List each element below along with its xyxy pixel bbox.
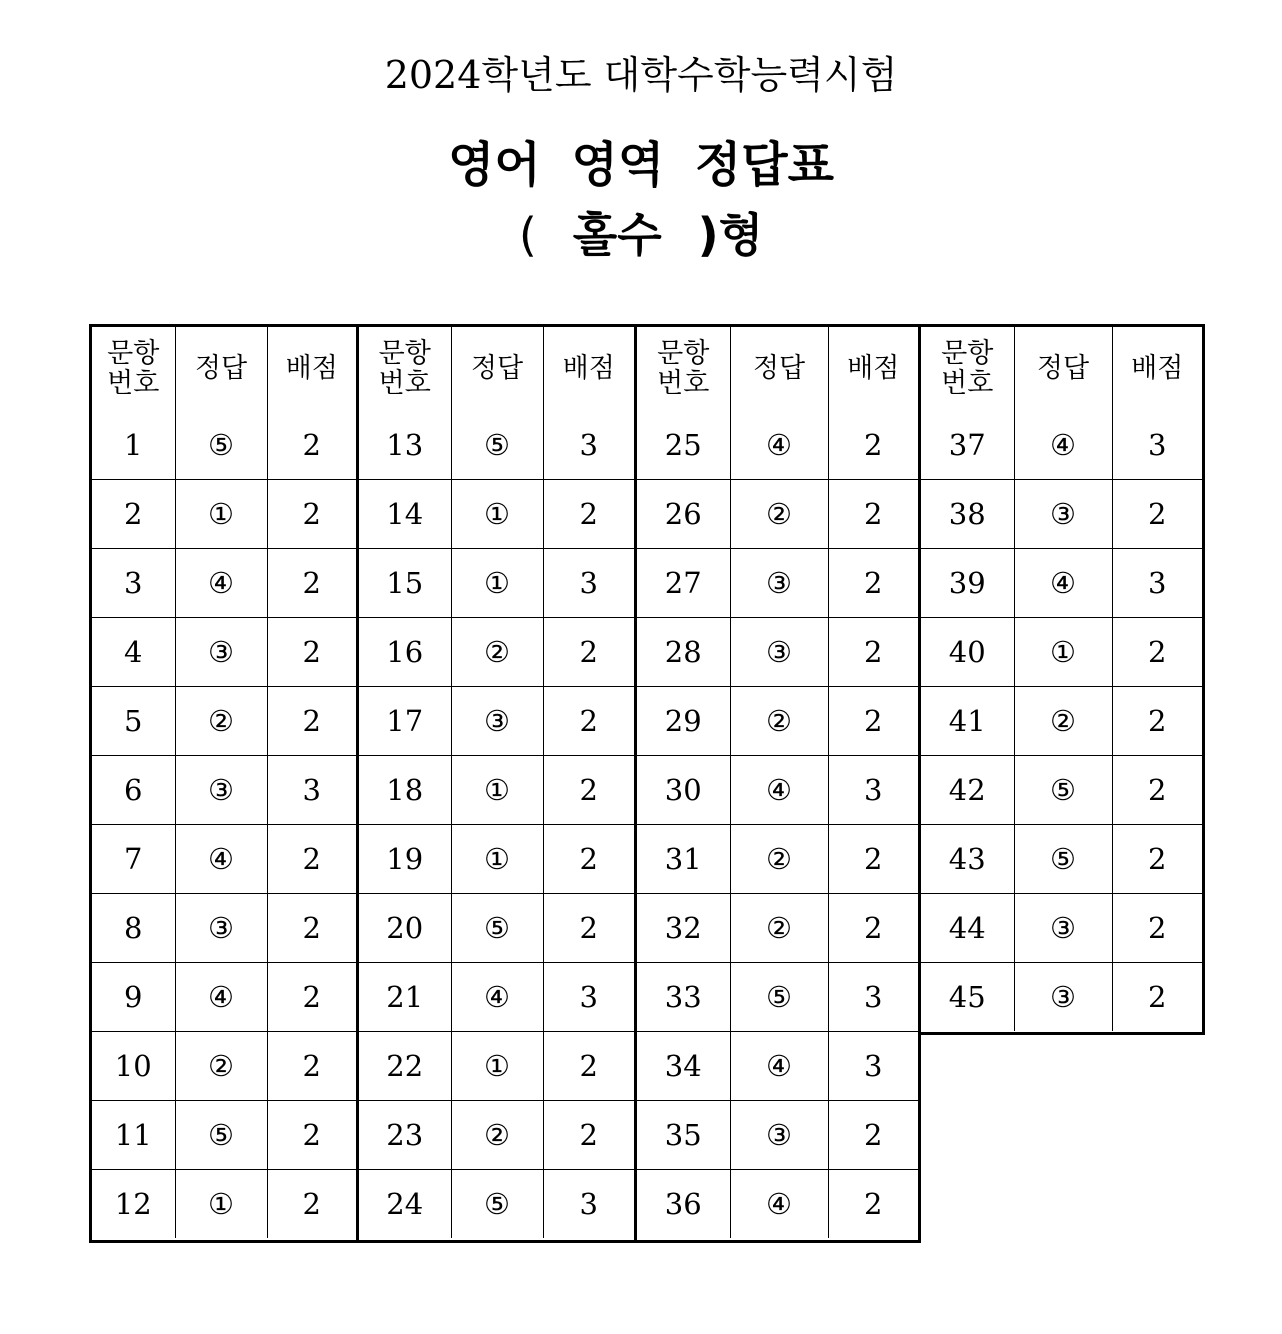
table-row <box>921 963 1202 1032</box>
question-number: 1 <box>124 428 143 462</box>
table-row <box>637 1101 918 1170</box>
point-value: 2 <box>543 825 634 894</box>
question-number: 43 <box>921 825 1014 894</box>
question-number: 44 <box>921 894 1014 963</box>
table-row <box>359 687 634 756</box>
point-value: 3 <box>1112 411 1202 480</box>
point-value: 2 <box>828 618 918 687</box>
table-row <box>359 1032 634 1101</box>
answer-block-2 <box>356 324 637 1243</box>
answer-sheet-title: 영어 영역 정답표 <box>448 137 834 193</box>
question-number: 32 <box>637 894 730 963</box>
correct-answer: ① <box>451 549 543 618</box>
question-number: 4 <box>92 618 175 687</box>
exam-title: 2024학년도 대학수학능력시험 <box>384 53 898 97</box>
point-value: 2 <box>267 1170 356 1239</box>
point-value: 2 <box>267 549 356 618</box>
correct-answer: ③ <box>730 1101 828 1170</box>
point-value: 3 <box>1112 549 1202 618</box>
correct-answer: ⑤ <box>451 1170 543 1239</box>
point-value: 2 <box>828 825 918 894</box>
type-close-suffix: )형 <box>697 208 764 262</box>
table-row <box>92 963 356 1032</box>
question-number: 23 <box>359 1101 451 1170</box>
point-value: 2 <box>543 687 634 756</box>
table-row <box>359 756 634 825</box>
question-number: 28 <box>637 618 730 687</box>
correct-answer: ② <box>1014 687 1112 756</box>
correct-answer: ⑤ <box>175 1101 267 1170</box>
point-value: 2 <box>543 618 634 687</box>
correct-answer: ① <box>451 825 543 894</box>
exam-type-name: 홀수 <box>572 208 662 262</box>
point-value: 3 <box>267 756 356 825</box>
point-value: 2 <box>1112 618 1202 687</box>
correct-answer: ② <box>730 894 828 963</box>
correct-answer: ④ <box>1014 549 1112 618</box>
table-row <box>921 687 1202 756</box>
point-value: 3 <box>543 1170 634 1239</box>
question-number: 13 <box>386 428 424 462</box>
type-open-paren: ( <box>518 208 537 262</box>
col-header-answer: 정답 <box>451 327 543 411</box>
question-number: 7 <box>92 825 175 894</box>
point-value: 2 <box>828 894 918 963</box>
correct-answer: ⑤ <box>175 411 267 480</box>
point-value: 2 <box>267 687 356 756</box>
header-row <box>92 327 356 411</box>
answer-block-4 <box>918 324 1205 1035</box>
point-value: 2 <box>267 480 356 549</box>
correct-answer: ④ <box>730 411 828 480</box>
question-number: 3 <box>92 549 175 618</box>
question-number: 33 <box>637 963 730 1032</box>
point-value: 3 <box>828 963 918 1032</box>
point-value: 2 <box>267 894 356 963</box>
table-row <box>637 756 918 825</box>
correct-answer: ① <box>451 756 543 825</box>
col-header-number-line2: 번호 <box>107 368 160 399</box>
col-header-number-line1: 문항 <box>378 338 431 369</box>
correct-answer: ② <box>730 825 828 894</box>
col-header-number-line2: 번호 <box>657 368 710 399</box>
table-row <box>92 1170 356 1239</box>
correct-answer: ④ <box>730 1170 828 1239</box>
question-number: 6 <box>92 756 175 825</box>
point-value: 2 <box>267 411 356 480</box>
point-value: 2 <box>1112 894 1202 963</box>
question-number: 20 <box>359 894 451 963</box>
correct-answer: ⑤ <box>730 963 828 1032</box>
answer-block-3 <box>634 324 921 1243</box>
question-number: 39 <box>921 549 1014 618</box>
col-header-number-line1: 문항 <box>657 338 710 369</box>
table-row <box>921 549 1202 618</box>
table-row <box>92 1101 356 1170</box>
table-row <box>637 549 918 618</box>
correct-answer: ③ <box>730 618 828 687</box>
question-number: 18 <box>359 756 451 825</box>
question-number: 41 <box>921 687 1014 756</box>
correct-answer: ① <box>451 480 543 549</box>
answer-table <box>637 327 918 1238</box>
question-number: 27 <box>637 549 730 618</box>
point-value: 3 <box>543 549 634 618</box>
table-row <box>637 687 918 756</box>
correct-answer: ① <box>1014 618 1112 687</box>
header-row <box>921 327 1202 411</box>
table-row <box>921 825 1202 894</box>
table-row <box>359 411 634 480</box>
answer-table <box>92 327 356 1238</box>
table-row <box>359 963 634 1032</box>
col-header-number-line1: 문항 <box>107 338 160 369</box>
correct-answer: ② <box>175 687 267 756</box>
question-number: 9 <box>92 963 175 1032</box>
col-header-answer: 정답 <box>175 327 267 411</box>
correct-answer: ④ <box>175 825 267 894</box>
correct-answer: ① <box>451 1032 543 1101</box>
question-number: 35 <box>637 1101 730 1170</box>
col-header-points: 배점 <box>828 327 918 411</box>
col-header-number <box>359 327 451 411</box>
point-value: 2 <box>828 549 918 618</box>
col-header-answer: 정답 <box>1014 327 1112 411</box>
table-row <box>637 480 918 549</box>
table-row <box>92 687 356 756</box>
correct-answer: ③ <box>730 549 828 618</box>
question-number: 29 <box>637 687 730 756</box>
table-row <box>92 618 356 687</box>
correct-answer: ① <box>175 1170 267 1239</box>
answer-table <box>359 327 634 1238</box>
table-row <box>92 825 356 894</box>
question-number: 16 <box>359 618 451 687</box>
point-value: 2 <box>828 1101 918 1170</box>
correct-answer: ④ <box>730 1032 828 1101</box>
table-row <box>92 756 356 825</box>
correct-answer: ⑤ <box>451 894 543 963</box>
correct-answer: ③ <box>451 687 543 756</box>
table-row <box>359 894 634 963</box>
header-row <box>359 327 634 411</box>
col-header-number-line1: 문항 <box>941 338 994 369</box>
table-row <box>359 825 634 894</box>
table-row <box>359 549 634 618</box>
table-row <box>92 480 356 549</box>
table-row <box>921 756 1202 825</box>
question-number: 37 <box>948 428 986 462</box>
table-row <box>637 618 918 687</box>
question-number: 17 <box>359 687 451 756</box>
answer-block-1 <box>89 324 359 1243</box>
question-number: 40 <box>921 618 1014 687</box>
table-row <box>921 480 1202 549</box>
table-row <box>359 1170 634 1239</box>
header-row <box>637 327 918 411</box>
point-value: 2 <box>267 1101 356 1170</box>
correct-answer: ③ <box>175 894 267 963</box>
correct-answer: ⑤ <box>451 411 543 480</box>
question-number: 38 <box>921 480 1014 549</box>
point-value: 2 <box>1112 756 1202 825</box>
question-number: 26 <box>637 480 730 549</box>
exam-type-line <box>0 204 1282 266</box>
question-number: 15 <box>359 549 451 618</box>
question-number: 31 <box>637 825 730 894</box>
correct-answer: ③ <box>1014 480 1112 549</box>
question-number: 10 <box>92 1032 175 1101</box>
col-header-number <box>637 327 730 411</box>
correct-answer: ④ <box>1014 411 1112 480</box>
correct-answer: ① <box>175 480 267 549</box>
table-row <box>637 1032 918 1101</box>
point-value: 2 <box>1112 480 1202 549</box>
question-number: 42 <box>921 756 1014 825</box>
col-header-points: 배점 <box>267 327 356 411</box>
question-number: 21 <box>359 963 451 1032</box>
question-number: 22 <box>359 1032 451 1101</box>
col-header-number-line2: 번호 <box>378 368 431 399</box>
point-value: 2 <box>1112 825 1202 894</box>
question-number: 19 <box>359 825 451 894</box>
question-number: 24 <box>359 1170 451 1239</box>
answer-table <box>921 327 1202 1031</box>
correct-answer: ③ <box>175 756 267 825</box>
point-value: 2 <box>828 411 918 480</box>
table-row <box>359 480 634 549</box>
point-value: 2 <box>1112 687 1202 756</box>
point-value: 3 <box>828 1032 918 1101</box>
correct-answer: ④ <box>730 756 828 825</box>
correct-answer: ⑤ <box>1014 756 1112 825</box>
table-row <box>92 549 356 618</box>
question-number: 34 <box>637 1032 730 1101</box>
table-row <box>637 963 918 1032</box>
question-number: 36 <box>637 1170 730 1239</box>
col-header-points: 배점 <box>543 327 634 411</box>
col-header-points: 배점 <box>1112 327 1202 411</box>
table-row <box>637 1170 918 1239</box>
table-row <box>637 825 918 894</box>
col-header-number <box>921 327 1014 411</box>
point-value: 3 <box>543 963 634 1032</box>
correct-answer: ② <box>451 1101 543 1170</box>
col-header-answer: 정답 <box>730 327 828 411</box>
question-number: 14 <box>359 480 451 549</box>
point-value: 2 <box>543 1032 634 1101</box>
correct-answer: ⑤ <box>1014 825 1112 894</box>
point-value: 2 <box>267 963 356 1032</box>
point-value: 2 <box>267 1032 356 1101</box>
col-header-number <box>92 327 175 411</box>
table-row <box>92 1032 356 1101</box>
point-value: 2 <box>1112 963 1202 1032</box>
question-number: 30 <box>637 756 730 825</box>
correct-answer: ④ <box>451 963 543 1032</box>
point-value: 3 <box>828 756 918 825</box>
point-value: 2 <box>267 618 356 687</box>
correct-answer: ② <box>451 618 543 687</box>
question-number: 8 <box>92 894 175 963</box>
table-row <box>921 894 1202 963</box>
point-value: 2 <box>828 480 918 549</box>
point-value: 2 <box>543 1101 634 1170</box>
correct-answer: ④ <box>175 549 267 618</box>
correct-answer: ③ <box>175 618 267 687</box>
question-number: 12 <box>92 1170 175 1239</box>
table-row <box>637 411 918 480</box>
table-row <box>92 894 356 963</box>
question-number: 25 <box>664 428 702 462</box>
correct-answer: ② <box>175 1032 267 1101</box>
col-header-number-line2: 번호 <box>941 368 994 399</box>
point-value: 2 <box>828 1170 918 1239</box>
point-value: 2 <box>543 480 634 549</box>
question-number: 5 <box>92 687 175 756</box>
table-row <box>921 411 1202 480</box>
table-row <box>92 411 356 480</box>
point-value: 3 <box>543 411 634 480</box>
correct-answer: ② <box>730 480 828 549</box>
question-number: 11 <box>92 1101 175 1170</box>
point-value: 2 <box>828 687 918 756</box>
point-value: 2 <box>543 756 634 825</box>
point-value: 2 <box>267 825 356 894</box>
correct-answer: ③ <box>1014 894 1112 963</box>
table-row <box>359 618 634 687</box>
point-value: 2 <box>543 894 634 963</box>
correct-answer: ④ <box>175 963 267 1032</box>
question-number: 2 <box>92 480 175 549</box>
table-row <box>359 1101 634 1170</box>
correct-answer: ② <box>730 687 828 756</box>
question-number: 45 <box>921 963 1014 1032</box>
table-row <box>637 894 918 963</box>
table-row <box>921 618 1202 687</box>
correct-answer: ③ <box>1014 963 1112 1032</box>
